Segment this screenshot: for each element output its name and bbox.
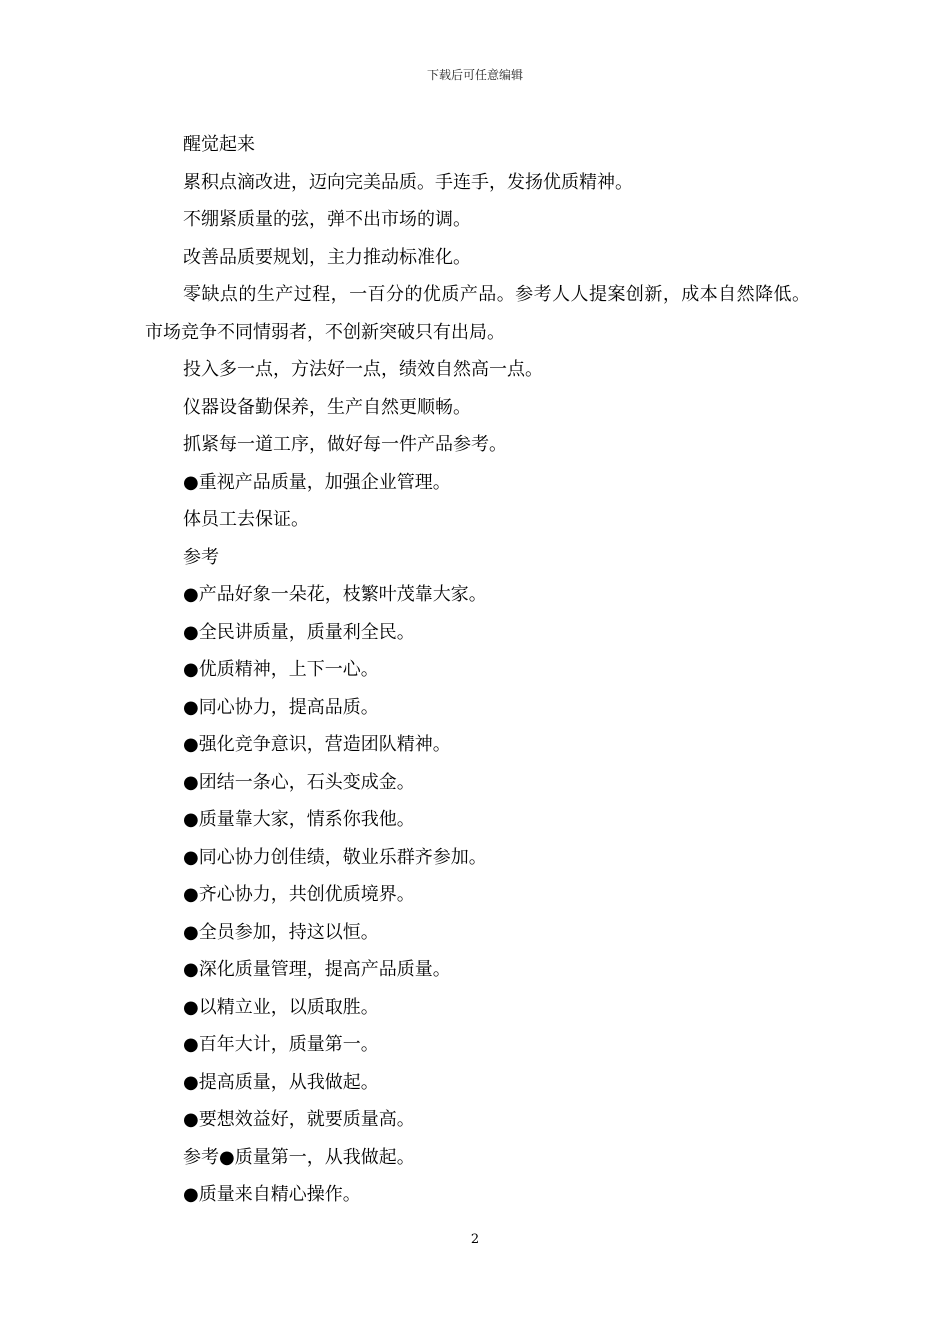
paragraph: ●质量靠大家，情系你我他。 — [183, 809, 415, 830]
paragraph: ●优质精神，上下一心。 — [183, 659, 379, 680]
paragraph: 仪器设备勤保养，生产自然更顺畅。 — [183, 396, 471, 418]
paragraph: ●深化质量管理，提高产品质量。 — [183, 959, 451, 980]
paragraph: 体员工去保证。 — [183, 509, 309, 530]
paragraph: 不绷紧质量的弦，弹不出市场的调。 — [183, 209, 471, 230]
paragraph: ●齐心协力，共创优质境界。 — [183, 884, 415, 905]
paragraph: 参考●质量第一，从我做起。 — [183, 1146, 415, 1168]
paragraph: ●百年大计，质量第一。 — [183, 1034, 379, 1055]
paragraph: 累积点滴改进，迈向完美品质。手连手，发扬优质精神。 — [183, 171, 633, 193]
paragraph: ●全员参加，持这以恒。 — [183, 921, 379, 943]
paragraph: ●要想效益好，就要质量高。 — [183, 1109, 415, 1130]
page-number: 2 — [470, 1232, 480, 1247]
paragraph: ●同心协力，提高品质。 — [183, 696, 379, 718]
paragraph: 投入多一点，方法好一点，绩效自然高一点。 — [183, 359, 543, 380]
paragraph: ●强化竞争意识，营造团队精神。 — [183, 734, 451, 755]
page-header: 下载后可任意编辑 — [426, 68, 523, 82]
paragraph: ●提高质量，从我做起。 — [183, 1071, 379, 1093]
paragraph: 零缺点的生产过程，一百分的优质产品。参考人人提案创新，成本自然降低。市场竞争不同情弱者，不创新突破只有出局。 — [145, 284, 810, 343]
paragraph: ●以精立业，以质取胜。 — [183, 996, 379, 1018]
paragraph: 抓紧每一道工序，做好每一件产品参考。 — [183, 434, 507, 455]
paragraph: 改善品质要规划，主力推动标准化。 — [183, 246, 471, 268]
paragraph: ●质量来自精心操作。 — [183, 1184, 361, 1205]
paragraph: 参考 — [183, 546, 219, 568]
paragraph: ●团结一条心，石头变成金。 — [183, 771, 415, 793]
paragraph: ●同心协力创佳绩，敬业乐群齐参加。 — [183, 846, 487, 868]
paragraph: ●产品好象一朵花，枝繁叶茂靠大家。 — [183, 584, 487, 605]
paragraph: ●全民讲质量，质量利全民。 — [183, 621, 415, 643]
paragraph: 醒觉起来 — [183, 134, 255, 155]
document-body — [145, 126, 810, 1214]
paragraph: ●重视产品质量，加强企业管理。 — [183, 471, 451, 493]
